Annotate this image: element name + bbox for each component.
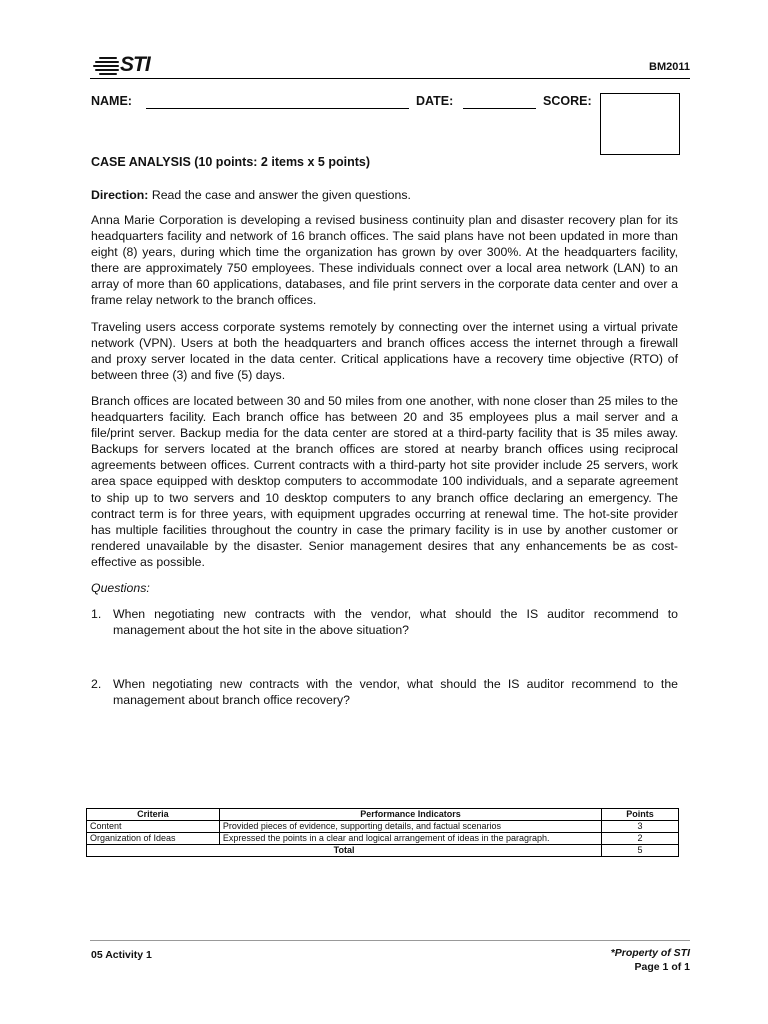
score-box[interactable] <box>600 93 680 155</box>
name-field[interactable] <box>146 108 409 109</box>
rubric-header-indicators: Performance Indicators <box>219 809 601 821</box>
direction-label: Direction: <box>91 188 149 202</box>
rubric-header-criteria: Criteria <box>87 809 220 821</box>
question-text: When negotiating new contracts with the vendor, what should the IS auditor recommend to the management about branch office recovery? <box>113 677 678 708</box>
footer-divider <box>90 940 690 941</box>
name-label: NAME: <box>91 94 132 108</box>
rubric-criteria: Organization of Ideas <box>87 833 220 845</box>
sti-logo <box>93 54 150 76</box>
rubric-header-points: Points <box>602 809 679 821</box>
case-paragraph-2: Traveling users access corporate systems remotely by connecting over the internet using a virtual private network (VPN). Users at both the headquarters and branch offices access the internet through a firewall and proxy server located in the data center. Critical applications have a recovery time objective (RTO) of between three (3) and five (5) days. <box>91 320 678 383</box>
table-row <box>87 833 679 845</box>
case-paragraph-1: Anna Marie Corporation is developing a revised business continuity plan and disaster recovery plan for its headquarters facility and network of 16 branch offices. The said plans have not been updated in more than eight (8) years, during which time the organization has grown by over 300%. At the headquarters facility, there are approximately 750 employees. These individuals connect over a local area network (LAN) to an array of more than 60 applications, databases, and file print servers in the corporate data center and over a frame relay network to the branch offices. <box>91 213 678 308</box>
table-row <box>87 821 679 833</box>
direction <box>91 187 678 203</box>
rubric-total-row <box>87 845 679 857</box>
rubric-total-label: Total <box>87 845 602 857</box>
direction-text: Read the case and answer the given questions. <box>151 188 411 202</box>
section-title: CASE ANALYSIS (10 points: 2 items x 5 points) <box>91 155 370 169</box>
activity-label: 05 Activity 1 <box>91 949 152 961</box>
case-paragraph-3: Branch offices are located between 30 and 50 miles from one another, with none closer than 25 miles to the headquarters facility. Each branch office has between 20 and 35 employees plus a mail server and a file/print server. Backup media for the data center are stored at a third-party facility that is 35 miles away. Backups for servers located at the branch offices are stored at nearby branch offices using reciprocal agreements between offices. Current contracts with a third-party hot site provider include 25 servers, work area space equipped with desktop computers to accommodate 100 individuals, and a separate agreement to ship up to two servers and 10 desktop computers to any branch office declaring an emergency. The contract term is for three years, with equipment upgrades occurring at renewal time. The hot-site provider has multiple facilities throughout the country in case the primary facility is in use by another customer or rendered unavailable by the disaster. Senior management desires that any enhancements be as cost-effective as possible. <box>91 394 678 569</box>
date-field[interactable] <box>463 108 536 109</box>
question-text: When negotiating new contracts with the vendor, what should the IS auditor recommend to management about the hot site in the above situation? <box>113 607 678 638</box>
rubric-header-row <box>87 809 679 821</box>
questions-label: Questions: <box>91 581 150 595</box>
course-code: BM2011 <box>649 61 690 73</box>
property-notice: *Property of STI <box>610 947 690 959</box>
date-label: DATE: <box>416 94 454 108</box>
question-number: 1. <box>91 607 102 621</box>
score-label: SCORE: <box>543 94 592 108</box>
globe-lines-icon <box>93 56 119 74</box>
rubric-total-points: 5 <box>602 845 679 857</box>
page-number: Page 1 of 1 <box>634 961 690 973</box>
rubric-indicator: Expressed the points in a clear and logical arrangement of ideas in the paragraph. <box>219 833 601 845</box>
question-1 <box>91 606 678 638</box>
header-divider <box>90 78 690 79</box>
rubric-indicator: Provided pieces of evidence, supporting details, and factual scenarios <box>219 821 601 833</box>
question-2 <box>91 676 678 708</box>
rubric-points: 3 <box>602 821 679 833</box>
rubric-table <box>86 808 679 857</box>
rubric-criteria: Content <box>87 821 220 833</box>
logo-text: STI <box>120 53 150 76</box>
question-number: 2. <box>91 677 102 691</box>
rubric-points: 2 <box>602 833 679 845</box>
